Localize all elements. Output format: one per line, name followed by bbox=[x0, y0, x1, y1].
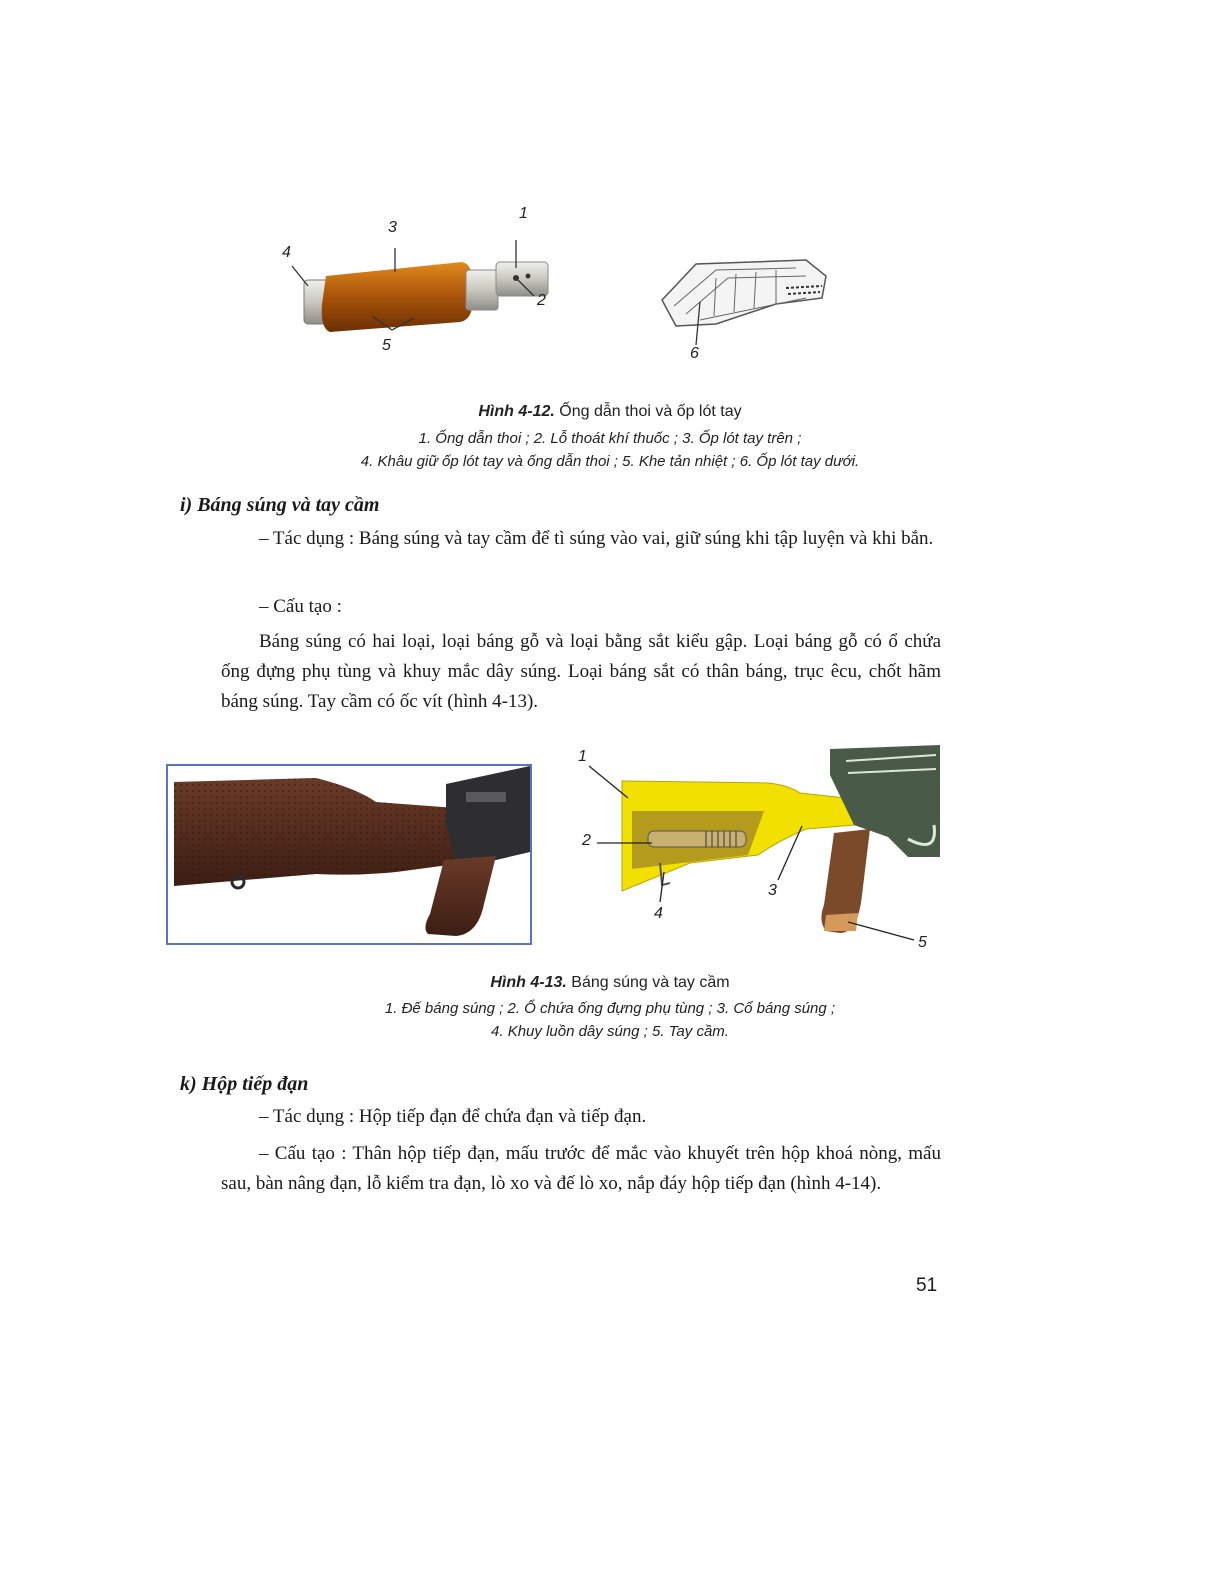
fig-4-13-label-3: 3 bbox=[768, 882, 777, 899]
page-number: 51 bbox=[916, 1275, 938, 1296]
fig-4-13-label-1: 1 bbox=[578, 748, 587, 765]
fig-4-12-label-4: 4 bbox=[282, 244, 291, 261]
fig-4-12-label-1: 1 bbox=[519, 205, 528, 222]
figure-4-13-title: Báng súng và tay cầm bbox=[566, 974, 730, 991]
section-i-structure-body: Báng súng có hai loại, loại báng gỗ và loại bằng sắt kiểu gập. Loại báng gỗ có ổ chứa ống đựng phụ tùng và khuy mắc dây súng. Loại báng sắt có thân báng, trục êcu, chốt hãm báng súng. Tay cầm có ốc vít (hình 4-13). bbox=[221, 631, 941, 712]
leader-line-13-5 bbox=[848, 922, 914, 940]
section-i-heading: i) Báng súng và tay cầm bbox=[180, 494, 380, 516]
leader-line-13-1 bbox=[589, 766, 628, 798]
figure-4-13-caption-title bbox=[160, 974, 1060, 992]
fig-4-13-label-4: 4 bbox=[654, 905, 663, 922]
fig-4-12-label-5: 5 bbox=[382, 337, 391, 354]
leader-line-13-4 bbox=[660, 872, 664, 902]
section-i-effect: – Tác dụng : Báng súng và tay cầm để tì súng vào vai, giữ súng khi tập luyện và khi bắn. bbox=[259, 528, 934, 549]
fig-4-12-label-2: 2 bbox=[537, 292, 546, 309]
section-k-effect: – Tác dụng : Hộp tiếp đạn để chứa đạn và tiếp đạn. bbox=[259, 1106, 647, 1127]
fig-4-12-label-3: 3 bbox=[388, 219, 397, 236]
section-i-structure-label: – Cấu tạo : bbox=[259, 596, 342, 617]
fig-4-13-label-2: 2 bbox=[582, 832, 591, 849]
figure-4-13-legend-line-2: 4. Khuy luồn dây súng ; 5. Tay cầm. bbox=[491, 1023, 729, 1040]
figure-4-13-number: Hình 4-13. bbox=[490, 974, 567, 991]
figure-4-13-legend bbox=[160, 997, 1060, 1043]
figure-4-12-number: Hình 4-12. bbox=[478, 403, 555, 420]
fig-4-12-label-6: 6 bbox=[690, 345, 699, 362]
leader-line-13-3 bbox=[778, 826, 802, 880]
section-k-heading: k) Hộp tiếp đạn bbox=[180, 1073, 309, 1095]
figure-4-12-legend-line-2: 4. Khâu giữ ốp lót tay và ống dẫn thoi ; 5. Khe tản nhiệt ; 6. Ốp lót tay dưới. bbox=[360, 453, 860, 470]
fig-4-13-label-5: 5 bbox=[918, 934, 927, 951]
section-k-structure: – Cấu tạo : Thân hộp tiếp đạn, mấu trước để mắc vào khuyết trên hộp khoá nòng, mấu sau, bàn nâng đạn, lỗ kiểm tra đạn, lò xo và đế lò xo, nắp đáy hộp tiếp đạn (hình 4-14). bbox=[221, 1143, 941, 1194]
figure-4-12-title: Ống dẫn thoi và ốp lót tay bbox=[554, 403, 742, 420]
figure-4-13-legend-line-1: 1. Đế báng súng ; 2. Ổ chứa ống đựng phụ tùng ; 3. Cổ báng súng ; bbox=[384, 1000, 836, 1017]
figure-4-12-legend-line-1: 1. Ống dẫn thoi ; 2. Lỗ thoát khí thuốc ; 3. Ốp lót tay trên ; bbox=[418, 430, 802, 447]
